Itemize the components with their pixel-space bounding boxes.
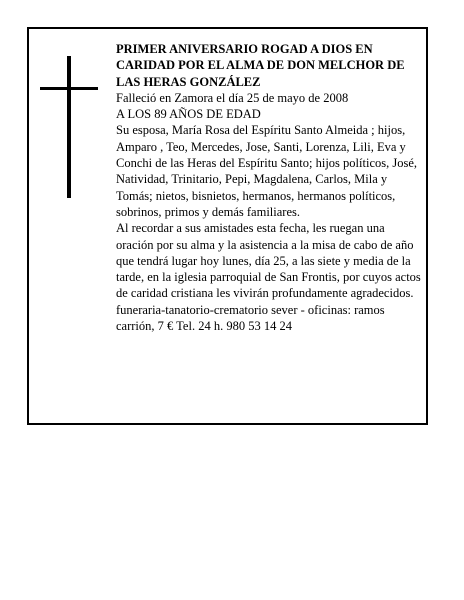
notice-content [116, 41, 421, 334]
cross-vertical-bar [67, 56, 71, 198]
funeral-home-line: funeraria-tanatorio-crematorio sever - oficinas: ramos carrión, 7 € Tel. 24 h. 980 53 14 24 [116, 302, 385, 334]
death-line: Falleció en Zamora el día 25 de mayo de 2008 [116, 90, 349, 105]
notice-headline: PRIMER ANIVERSARIO ROGAD A DIOS EN CARIDAD POR EL ALMA DE DON MELCHOR DE LAS HERAS GONZÁLEZ [116, 42, 405, 89]
age-line: A LOS 89 AÑOS DE EDAD [116, 107, 261, 122]
cross-icon [40, 56, 98, 198]
mass-paragraph: Al recordar a sus amistades esta fecha, les ruegan una oración por su alma y la asistencia a la misa de cabo de año que tendrá lugar hoy lunes, día 25, a las siete y media de la tarde, en la iglesia parroquial de San Frontis, por cuyos actos de caridad cristiana les vivirán profundamente agradecidos. [116, 221, 421, 301]
cross-horizontal-bar [40, 87, 98, 90]
obituary-notice [27, 27, 428, 425]
family-paragraph: Su esposa, María Rosa del Espíritu Santo Almeida ; hijos, Amparo , Teo, Mercedes, Jose, Santi, Lorenza, Lili, Eva y Conchi de las Heras del Espíritu Santo; hijos políticos, José, Natividad, Trinitario, Pepi, Magdalena, Carlos, Mila y Tomás; nietos, bisnietos, hermanos, hermanos políticos, sobrinos, primos y demás familiares. [116, 123, 418, 219]
